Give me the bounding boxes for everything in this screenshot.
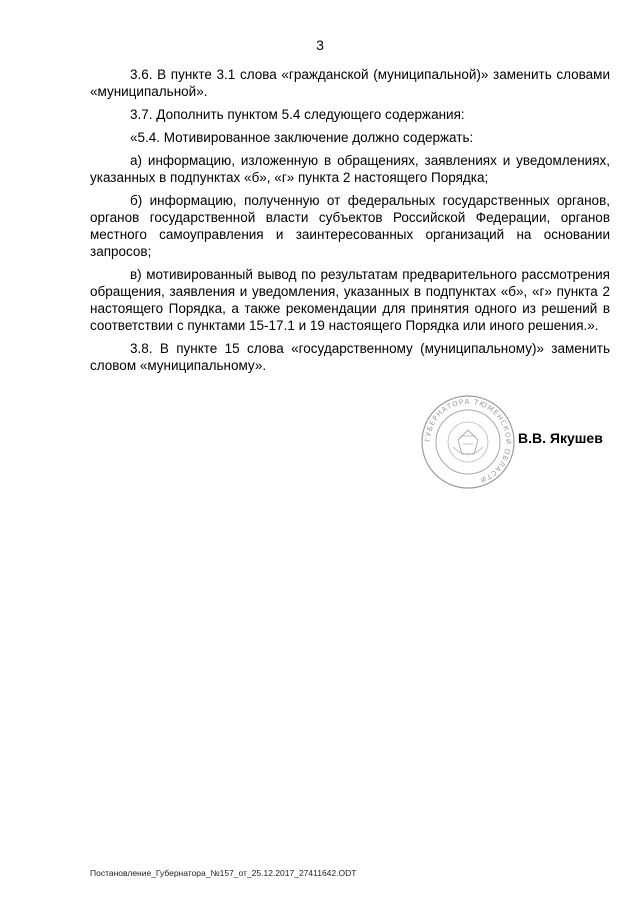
paragraph-item-b: б) информацию, полученную от федеральных государственных органов, органов государственной власти субъектов Российской Федерации, органов местного самоуправления и заинтересованных организаций на основании запросов; [90,193,610,259]
paragraph-5-4: «5.4. Мотивированное заключение должно содержать: [130,130,474,145]
stamp-text: ГУБЕРНАТОРА ТЮМЕНСКОЙ ОБЛАСТИ [423,397,513,485]
paragraph-3-8: 3.8. В пункте 15 слова «государственному (муниципальному)» заменить словом «муниципальному». [90,341,610,373]
paragraph-item-a: а) информацию, изложенную в обращениях, заявлениях и уведомлениях, указанных в подпунктах «б», «г» пункта 2 настоящего Порядка; [90,153,610,185]
signer-name: В.В. Якушев [518,430,603,446]
official-stamp-icon [418,392,518,492]
signature-block [418,392,618,492]
document-body [90,66,610,380]
paragraph-3-6: 3.6. В пункте 3.1 слова «гражданской (муниципальной)» заменить словами «муниципальной». [90,67,610,99]
document-footer: Постановление_Губернатора_№157_от_25.12.2017_27411642.ODT [90,868,357,878]
page-number: 3 [316,37,324,53]
paragraph-3-7: 3.7. Дополнить пунктом 5.4 следующего содержания: [130,107,465,122]
paragraph-item-v: в) мотивированный вывод по результатам предварительного рассмотрения обращения, заявления и уведомления, указанных в подпунктах «б», «г» пункта 2 настоящего Порядка, а также рекомендации для принятия одного из решений в соответствии с пунктами 15-17.1 и 19 настоящего Порядка или иного решения.». [90,267,610,333]
